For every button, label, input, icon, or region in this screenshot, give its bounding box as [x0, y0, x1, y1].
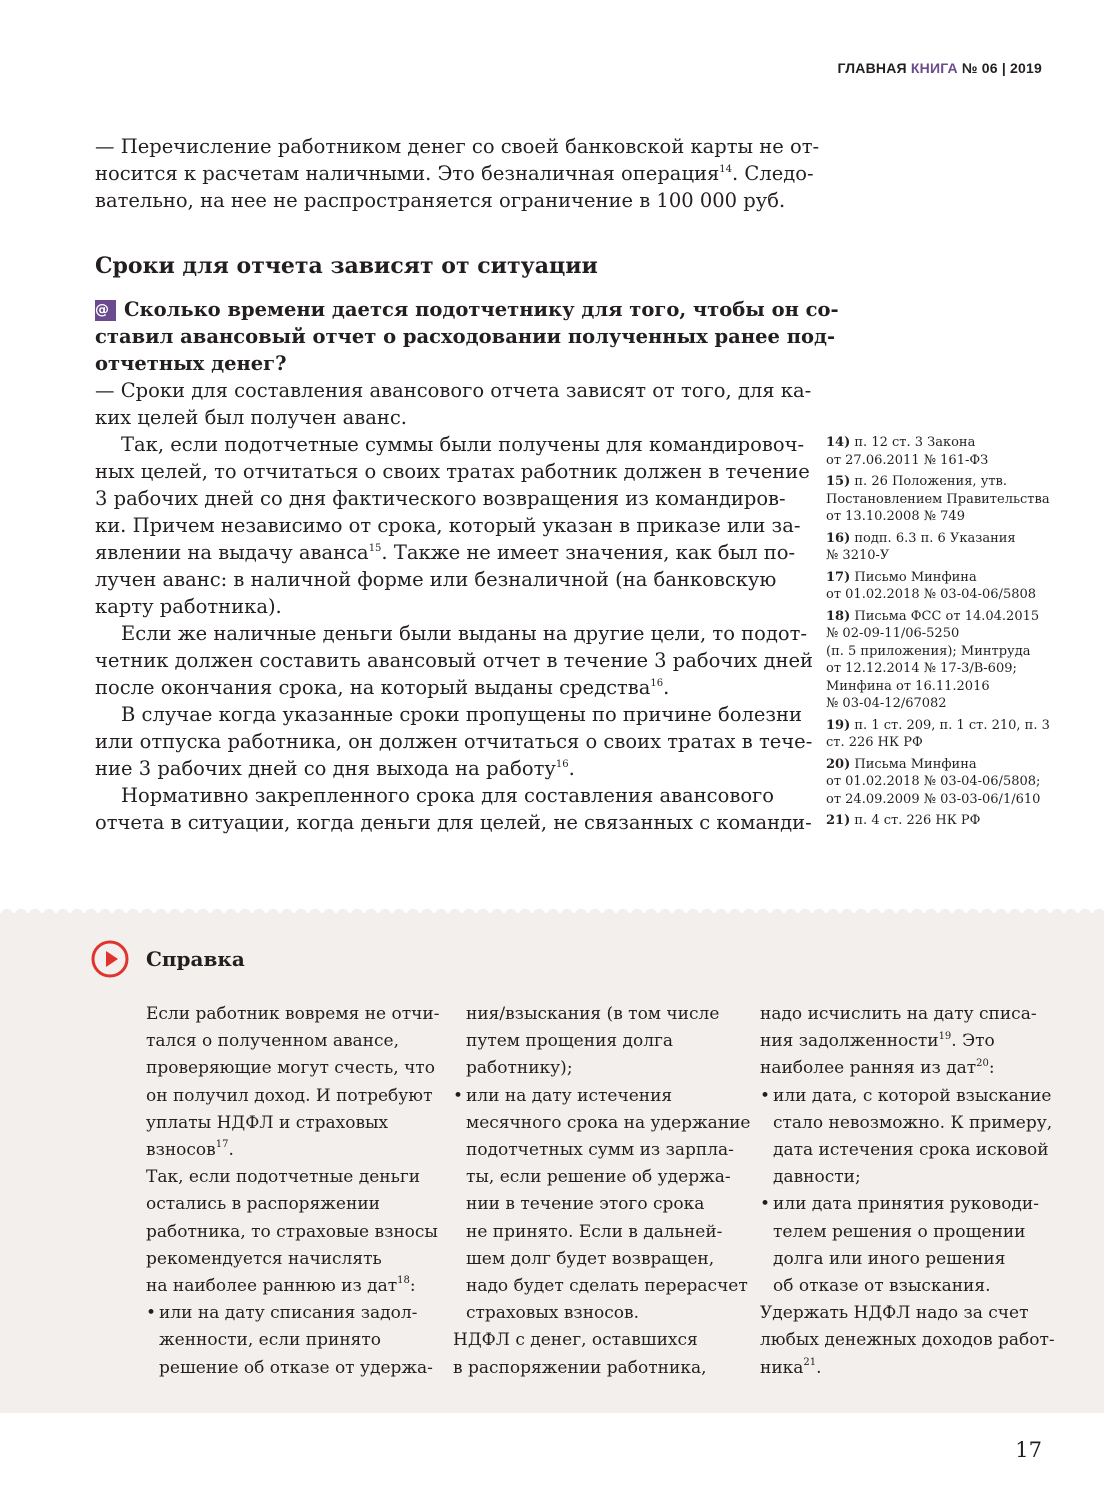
- text-line: ставил авансовый отчет о расходовании полученных ранее под-: [95, 325, 836, 348]
- footnote-ref: 18: [397, 1275, 410, 1287]
- footnote: 15) п. 26 Положения, утв. Постановлением Правительства от 13.10.2008 № 749: [826, 474, 1050, 524]
- answer-block: [95, 377, 813, 836]
- text-line: месячного срока на удержание: [466, 1112, 751, 1133]
- text-line: @ Сколько времени дается подотчетнику для того, чтобы он со-: [95, 298, 839, 321]
- bullet-item: • или на дату истечения: [453, 1083, 750, 1110]
- text-line: об отказе от взыскания.: [773, 1276, 991, 1297]
- text-line: давности;: [773, 1167, 861, 1188]
- text-line: — Сроки для составления авансового отчета зависят от того, для ка-: [95, 379, 812, 402]
- play-icon: [91, 940, 129, 978]
- footnote: 20) Письма Минфина от 01.02.2018 № 03-04-06/5808; от 24.09.2009 № 03-03-06/1/610: [826, 756, 1041, 807]
- text-line: остались в распоряжении: [146, 1194, 380, 1215]
- text-line: работника, то страховые взносы: [146, 1221, 438, 1242]
- footnote: 16) подп. 6.3 п. 6 Указания № 3210-У: [826, 530, 1016, 563]
- text-line: дата истечения срока исковой: [773, 1140, 1049, 1161]
- text-line: на наиболее раннюю из дат$^{18}$:: [146, 1275, 416, 1297]
- text-line: ние 3 рабочих дней со дня выхода на работу$^{16}$.: [95, 757, 575, 780]
- footnote-ref: 16: [650, 677, 664, 689]
- text-line: телем решения о прощении: [773, 1221, 1026, 1242]
- section-title: Сроки для отчета зависят от ситуации: [95, 253, 598, 279]
- text-line: отчетных денег?: [95, 352, 287, 375]
- spravka-column-2: [453, 1001, 750, 1382]
- text-line: ких целей был получен аванс.: [95, 406, 407, 429]
- footnote: 21) п. 4 ст. 226 НК РФ: [826, 813, 981, 828]
- text-line: стало невозможно. К примеру,: [773, 1112, 1053, 1133]
- footnote-ref: 14: [719, 163, 733, 175]
- text-line: карту работника).: [95, 595, 282, 618]
- text-line: страховых взносов.: [466, 1303, 639, 1324]
- text-line: решение об отказе от удержа-: [159, 1357, 433, 1378]
- text-line: ния задолженности$^{19}$. Это: [760, 1030, 995, 1052]
- text-line: нии в течение этого срока: [466, 1194, 705, 1215]
- text-line: ты, если решение об удержа-: [466, 1167, 731, 1188]
- spravka-column-3: [760, 1001, 1055, 1382]
- text-line: наиболее ранняя из дат$^{20}$:: [760, 1057, 995, 1079]
- footnote-ref: 21: [803, 1356, 817, 1368]
- footnote: 19) п. 1 ст. 209, п. 1 ст. 210, п. 3 ст. 226 НК РФ: [826, 717, 1050, 750]
- footnotes: [826, 434, 1056, 834]
- footnote-ref: 15: [368, 542, 382, 554]
- text-line: любых денежных доходов работ-: [760, 1330, 1055, 1351]
- text-line: НДФЛ с денег, оставшихся: [453, 1330, 698, 1351]
- text-line: Нормативно закрепленного срока для составления авансового: [121, 784, 775, 807]
- text-line: отчета в ситуации, когда деньги для целей, не связанных с команди-: [95, 811, 812, 834]
- text-line: ния/взыскания (в том числе: [466, 1004, 720, 1024]
- bullet-item: • или дата, с которой взыскание: [760, 1083, 1055, 1110]
- text-line: В случае когда указанные сроки пропущены по причине болезни: [121, 703, 803, 726]
- text-line: женности, если принято: [159, 1330, 382, 1351]
- text-line: вательно, на нее не распространяется ограничение в 100 000 руб.: [95, 189, 786, 212]
- spravka-title: Справка: [146, 947, 245, 971]
- text-line: ки. Причем независимо от срока, который указан в приказе или за-: [95, 514, 801, 537]
- text-line: долга или иного решения: [773, 1248, 1006, 1269]
- footnote-ref: 16: [555, 758, 569, 770]
- question-block: [95, 296, 839, 377]
- footnote: 18) Письма ФСС от 14.04.2015 № 02-09-11/06-5250 (п. 5 приложения); Минтруда от 12.12.2014 № 17-3/В-609; Минфина от 16.11.2016 № 03-04-12/67082: [826, 608, 1040, 711]
- text-line: не принято. Если в дальней-: [466, 1221, 723, 1242]
- at-icon: @: [95, 300, 116, 321]
- header-magazine-name: ГЛАВНАЯ: [837, 60, 907, 76]
- text-line: подотчетных сумм из зарпла-: [466, 1140, 734, 1161]
- text-line: ника$^{21}$.: [760, 1356, 822, 1378]
- text-line: он получил доход. И потребуют: [146, 1085, 433, 1106]
- footnote-ref: 17: [215, 1139, 229, 1151]
- text-line: работнику);: [466, 1058, 573, 1079]
- text-line: лучен аванс: в наличной форме или безналичной (на банковскую: [95, 568, 777, 591]
- running-header: [837, 60, 1042, 76]
- text-line: в распоряжении работника,: [453, 1357, 707, 1378]
- intro-paragraph: [95, 133, 820, 214]
- text-line: Так, если подотчетные суммы были получены для командировоч-: [121, 433, 805, 456]
- text-line: — Перечисление работником денег со своей банковской карты не от-: [95, 135, 820, 158]
- text-line: явлении на выдачу аванса$^{15}$. Также не имеет значения, как был по-: [95, 541, 796, 564]
- text-line: ных целей, то отчитаться о своих тратах работник должен в течение: [95, 460, 810, 483]
- bullet-item: • или дата принятия руководи-: [760, 1191, 1055, 1218]
- text-line: путем прощения долга: [466, 1031, 674, 1052]
- text-line: шем долг будет возвращен,: [466, 1248, 715, 1269]
- footnote: 14) п. 12 ст. 3 Закона от 27.06.2011 № 161-ФЗ: [826, 435, 989, 468]
- text-line: или отпуска работника, он должен отчитаться о своих тратах в тече-: [95, 730, 813, 753]
- footnote: 17) Письмо Минфина от 01.02.2018 № 03-04-06/5808: [826, 569, 1037, 602]
- main-text: [95, 133, 839, 836]
- text-line: после окончания срока, на который выданы средства$^{16}$.: [95, 676, 670, 699]
- text-line: Если же наличные деньги были выданы на другие цели, то подот-: [121, 622, 808, 645]
- text-line: уплаты НДФЛ и страховых: [146, 1112, 389, 1133]
- text-line: тался о полученном авансе,: [146, 1031, 399, 1052]
- text-line: Если работник вовремя не отчи-: [146, 1004, 440, 1024]
- text-line: проверяющие могут счесть, что: [146, 1058, 435, 1079]
- header-magazine-name-accent: КНИГА: [910, 60, 958, 76]
- text-line: четник должен составить авансовый отчет в течение 3 рабочих дней: [95, 649, 813, 672]
- spravka-column-1: [146, 1001, 439, 1382]
- text-line: Удержать НДФЛ надо за счет: [760, 1303, 1029, 1324]
- text-line: 3 рабочих дней со дня фактического возвращения из командиров-: [95, 487, 786, 510]
- text-line: надо будет сделать перерасчет: [466, 1276, 748, 1297]
- text-line: рекомендуется начислять: [146, 1248, 382, 1269]
- footnote-ref: 20: [976, 1057, 989, 1069]
- text-line: взносов$^{17}$.: [146, 1139, 234, 1161]
- text-line: надо исчислить на дату списа-: [760, 1004, 1037, 1024]
- header-issue-number: № 06 | 2019: [961, 60, 1042, 76]
- text-line: носится к расчетам наличными. Это безналичная операция$^{14}$. Следо-: [95, 162, 814, 185]
- page-number: 17: [1015, 1438, 1042, 1462]
- text-line: Так, если подотчетные деньги: [146, 1167, 421, 1188]
- bullet-item: • или на дату списания задол-: [146, 1300, 439, 1327]
- footnote-ref: 19: [938, 1030, 952, 1042]
